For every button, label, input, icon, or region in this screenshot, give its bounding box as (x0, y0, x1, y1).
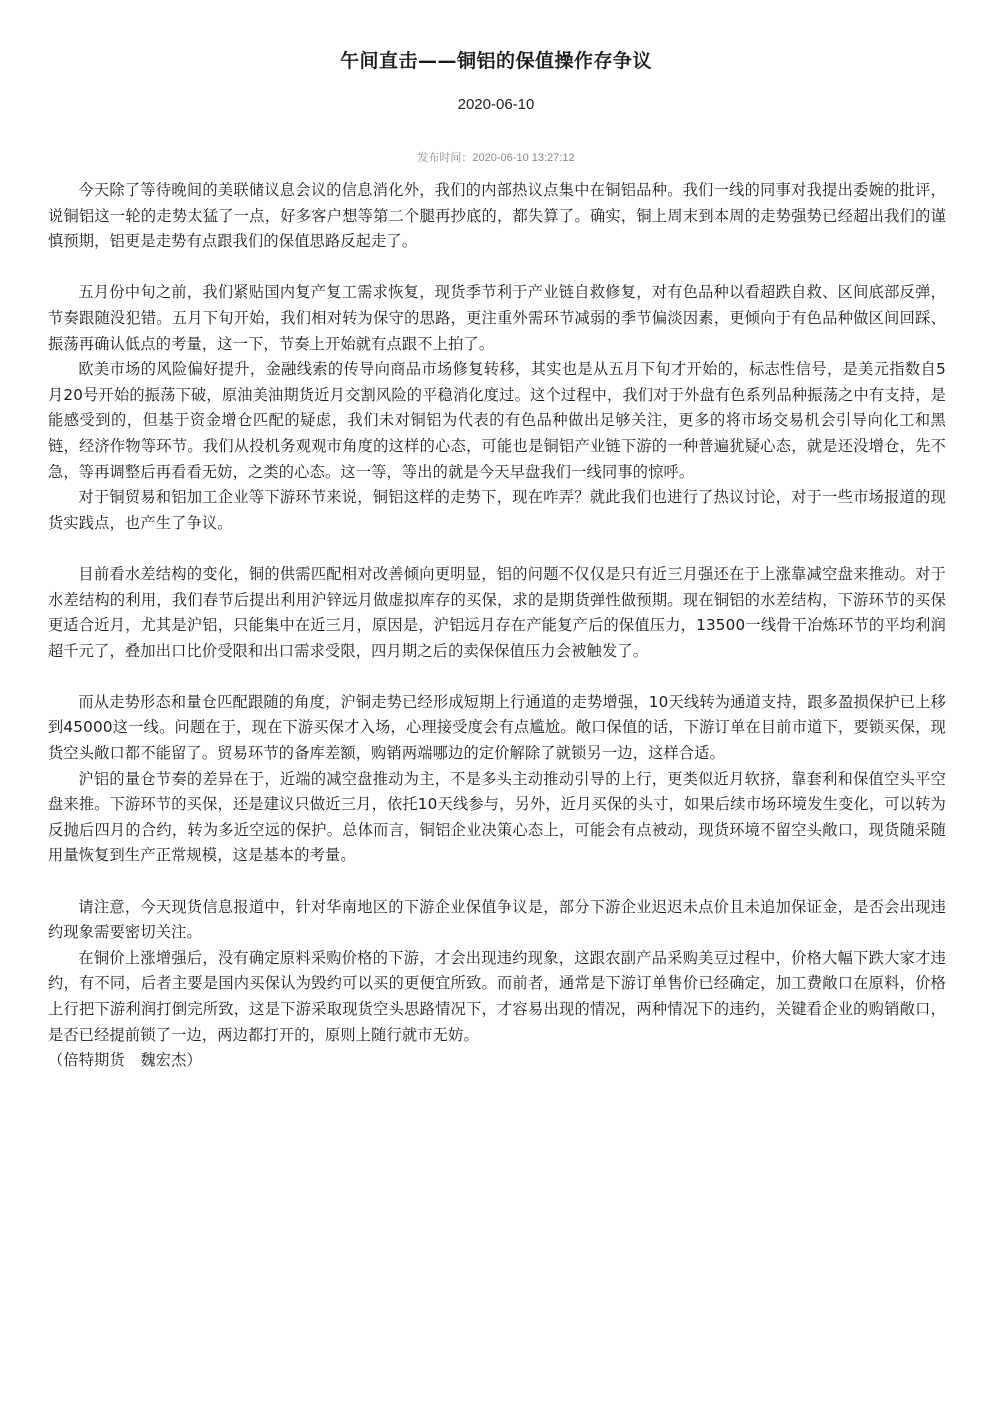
paragraph: 沪铝的量仓节奏的差异在于，近端的减空盘推动为主，不是多头主动推动引导的上行，更类似近月软挤，靠套利和保值空头平空盘来推。下游环节的买保，还是建议只做近三月，依托10天线参与，另外，近月买保的头寸，如果后续市场环境发生变化，可以转为反抛后四月的合约，转为多近空远的保护。总体而言，铜铝企业决策心态上，可能会有点被动，现货环境不留空头敞口，现货随采随用量恢复到生产正常规模，这是基本的考量。 (48, 769, 946, 865)
paragraph-spacer (48, 664, 946, 690)
paragraph: 请注意，今天现货信息报道中，针对华南地区的下游企业保值争议是，部分下游企业迟迟未点价且未追加保证金，是否会出现违约现象需要密切关注。 (48, 897, 946, 942)
paragraph: 对于铜贸易和铝加工企业等下游环节来说，铜铝这样的走势下，现在咋弄？就此我们也进行了热议讨论，对于一些市场报道的现货实践点，也产生了争议。 (48, 488, 946, 532)
paragraph: 而从走势形态和量仓匹配跟随的角度，沪铜走势已经形成短期上行通道的走势增强，10天线转为通道支持，跟多盈损保护已上移到45000这一线。问题在于，现在下游买保才入场，心理接受度会有点尴尬。敞口保值的话，下游订单在目前市道下，要锁买保，现货空头敞口都不能留了。贸易环节的备库差额，购销两端哪边的定价解除了就锁另一边，这样合适。 (48, 692, 946, 763)
article-title: 午间直击——铜铝的保值操作存争议 (339, 50, 652, 72)
publish-time: 发布时间：2020-06-10 13:27:12 (417, 152, 575, 164)
paragraph: 欧美市场的风险偏好提升，金融线索的传导向商品市场修复转移，其实也是从五月下旬才开始的，标志性信号，是美元指数自5月20号开始的振荡下破，原油美油期货近月交割风险的平稳消化度过。这个过程中，我们对于外盘有色系列品种振荡之中有支持，是能感受到的，但基于资金增仓匹配的疑虑，我们未对铜铝为代表的有色品种做出足够关注，更多的将市场交易机会引导向化工和黑链，经济作物等环节。我们从投机务观观市角度的这样的心态，可能也是铜铝产业链下游的一种普遍犹疑心态，就是还没增仓，先不急，等再调整后再看看无妨，之类的心态。这一等，等出的就是今天早盘我们一线同事的惊呼。 (48, 360, 946, 481)
paragraph-spacer (48, 536, 946, 562)
article-date: 2020-06-10 (457, 96, 535, 113)
author-signature: （倍特期货 魏宏杰） (48, 1051, 202, 1070)
paragraph: 五月份中旬之前，我们紧贴国内复产复工需求恢复，现货季节利于产业链自救修复，对有色品种以看超跌自救、区间底部反弹，节奏跟随没犯错。五月下旬开始，我们相对转为保守的思路，更注重外需环节减弱的季节偏淡因素，更倾向于有色品种做区间回踩、振荡再确认低点的考量，这一下，节奏上开始就有点跟不上拍了。 (48, 283, 946, 353)
paragraph-spacer (48, 869, 946, 895)
paragraph-spacer (48, 255, 946, 281)
paragraph: 目前看水差结构的变化，铜的供需匹配相对改善倾向更明显，铝的问题不仅仅是只有近三月强还在于上涨靠减空盘来推动。对于水差结构的利用，我们春节后提出利用沪锌远月做虚拟库存的买保，求的是期货弹性做预期。现在铜铝的水差结构，下游环节的买保更适合近月，尤其是沪铝，只能集中在近三月，原因是，沪铝远月存在产能复产后的保值压力，13500一线骨干冶炼环节的平均利润超千元了，叠加出口比价受限和出口需求受限，四月期之后的卖保保值压力会被触发了。 (48, 564, 946, 660)
paragraph: 今天除了等待晚间的美联储议息会议的信息消化外，我们的内部热议点集中在铜铝品种。我们一线的同事对我提出委婉的批评，说铜铝这一轮的走势太猛了一点，好多客户想等第二个腿再抄底的，都失算了。确实，铜上周末到本周的走势强势已经超出我们的谨慎预期，铝更是走势有点跟我们的保值思路反起走了。 (48, 181, 946, 251)
paragraph: 在铜价上涨增强后，没有确定原料采购价格的下游，才会出现违约现象，这跟农副产品采购美豆过程中，价格大幅下跌大家才违约，有不同，后者主要是国内买保认为毁约可以买的更便宜所致。而前者，通常是下游订单售价已经确定，加工费敞口在原料，价格上行把下游利润打倒完所致，这是下游采取现货空头思路情况下，才容易出现的情况，两种情况下的违约，关键看企业的购销敞口，是否已经提前锁了一边，两边都打开的，原则上随行就市无妨。 (48, 948, 946, 1044)
article-body (48, 178, 946, 1074)
